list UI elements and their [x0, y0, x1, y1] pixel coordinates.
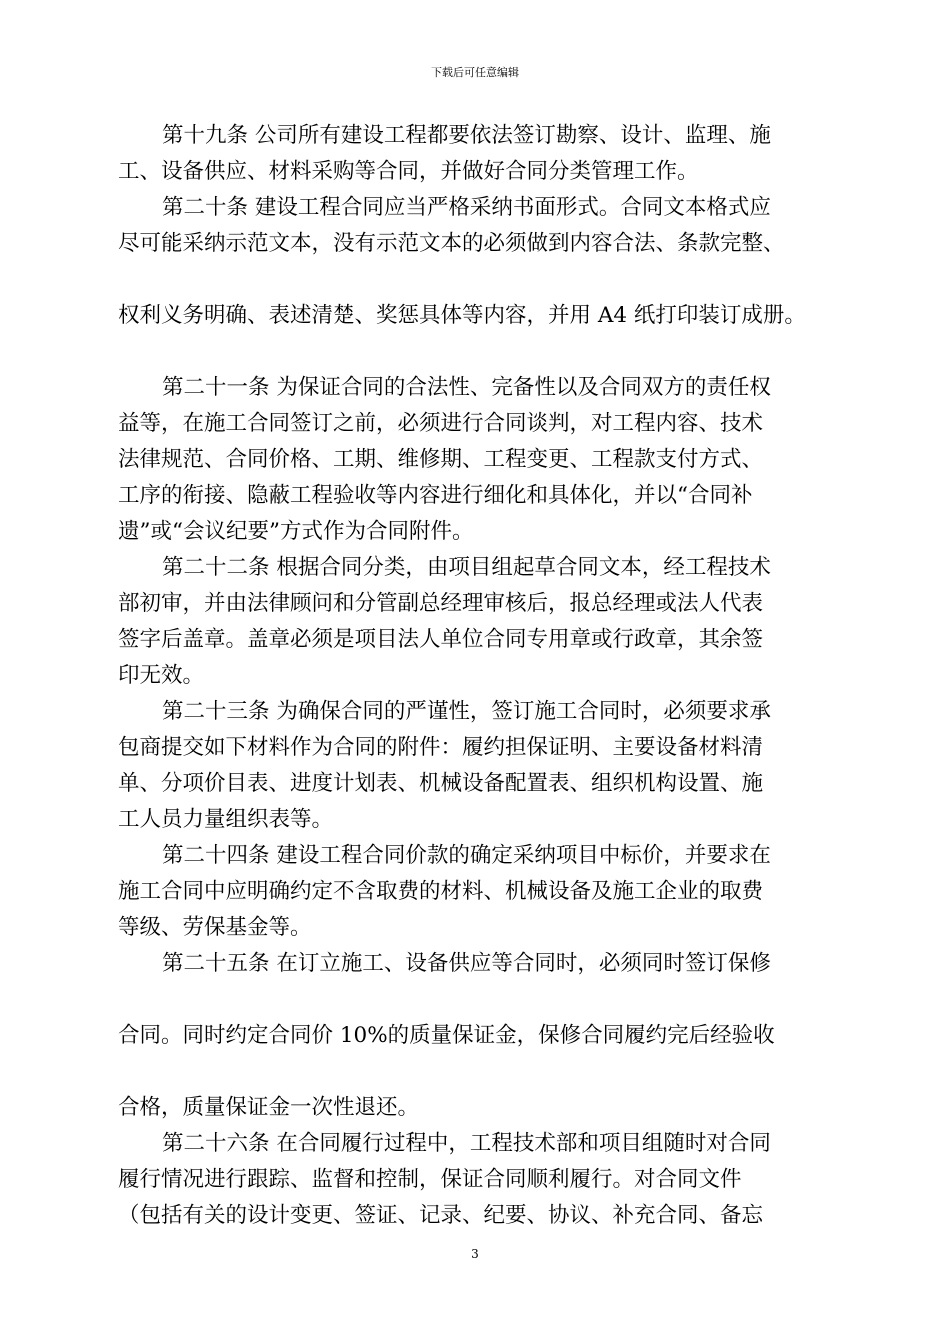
article-23-line-3: 单、分项价目表、进度计划表、机械设备配置表、组织机构设置、施: [118, 771, 764, 796]
article-23-line-1: 第二十三条 为确保合同的严谨性，签订施工合同时，必须要求承: [162, 699, 771, 724]
article-22-line-2: 部初审，并由法律顾问和分管副总经理审核后，报总经理或法人代表: [118, 591, 764, 616]
article-22-line-3: 签字后盖章。盖章必须是项目法人单位合同专用章或行政章，其余签: [118, 627, 764, 652]
article-20-line-1: 第二十条 建设工程合同应当严格采纳书面形式。合同文本格式应: [162, 195, 771, 220]
article-21-line-1: 第二十一条 为保证合同的合法性、完备性以及合同双方的责任权: [162, 375, 771, 400]
page-header: 下载后可任意编辑: [431, 66, 519, 79]
spacer: [118, 262, 858, 298]
article-21-line-3: 法律规范、合同价格、工期、维修期、工程变更、工程款支付方式、: [118, 447, 764, 472]
article-23-line-4: 工人员力量组织表等。: [118, 807, 334, 832]
article-21-line-4: 工序的衔接、隐蔽工程验收等内容进行细化和具体化，并以“合同补: [118, 483, 753, 508]
spacer: [118, 1054, 858, 1090]
article-25-line-3: 合格，质量保证金一次性退还。: [118, 1095, 420, 1120]
article-25-line-2: 合同。同时约定合同价 10%的质量保证金，保修合同履约完后经验收: [118, 1023, 775, 1048]
article-24-line-2: 施工合同中应明确约定不含取费的材料、机械设备及施工企业的取费: [118, 879, 764, 904]
article-20-line-3: 权利义务明确、表述清楚、奖惩具体等内容，并用 A4 纸打印装订成册。: [118, 303, 806, 328]
article-26-line-1: 第二十六条 在合同履行过程中，工程技术部和项目组随时对合同: [162, 1131, 771, 1156]
article-19-line-1: 第十九条 公司所有建设工程都要依法签订勘察、设计、监理、施: [162, 123, 771, 148]
article-22-line-4: 印无效。: [118, 663, 205, 688]
article-20-line-2: 尽可能采纳示范文本，没有示范文本的必须做到内容合法、条款完整、: [118, 231, 785, 256]
spacer: [118, 982, 858, 1018]
article-21-line-5: 遗”或“会议纪要”方式作为合同附件。: [118, 519, 474, 544]
article-23-line-2: 包商提交如下材料作为合同的附件：履约担保证明、主要设备材料清: [118, 735, 764, 760]
article-26-line-3: （包括有关的设计变更、签证、记录、纪要、协议、补充合同、备忘: [118, 1203, 764, 1228]
article-24-line-1: 第二十四条 建设工程合同价款的确定采纳项目中标价，并要求在: [162, 843, 771, 868]
document-body: [118, 118, 858, 1234]
article-25-line-1: 第二十五条 在订立施工、设备供应等合同时，必须同时签订保修: [162, 951, 771, 976]
article-26-line-2: 履行情况进行跟踪、监督和控制，保证合同顺利履行。对合同文件: [118, 1167, 742, 1192]
article-19-line-2: 工、设备供应、材料采购等合同，并做好合同分类管理工作。: [118, 159, 699, 184]
article-24-line-3: 等级、劳保基金等。: [118, 915, 312, 940]
article-21-line-2: 益等，在施工合同签订之前，必须进行合同谈判，对工程内容、技术: [118, 411, 764, 436]
page-number: 3: [471, 1247, 479, 1261]
spacer: [118, 334, 858, 370]
article-22-line-1: 第二十二条 根据合同分类，由项目组起草合同文本，经工程技术: [162, 555, 771, 580]
